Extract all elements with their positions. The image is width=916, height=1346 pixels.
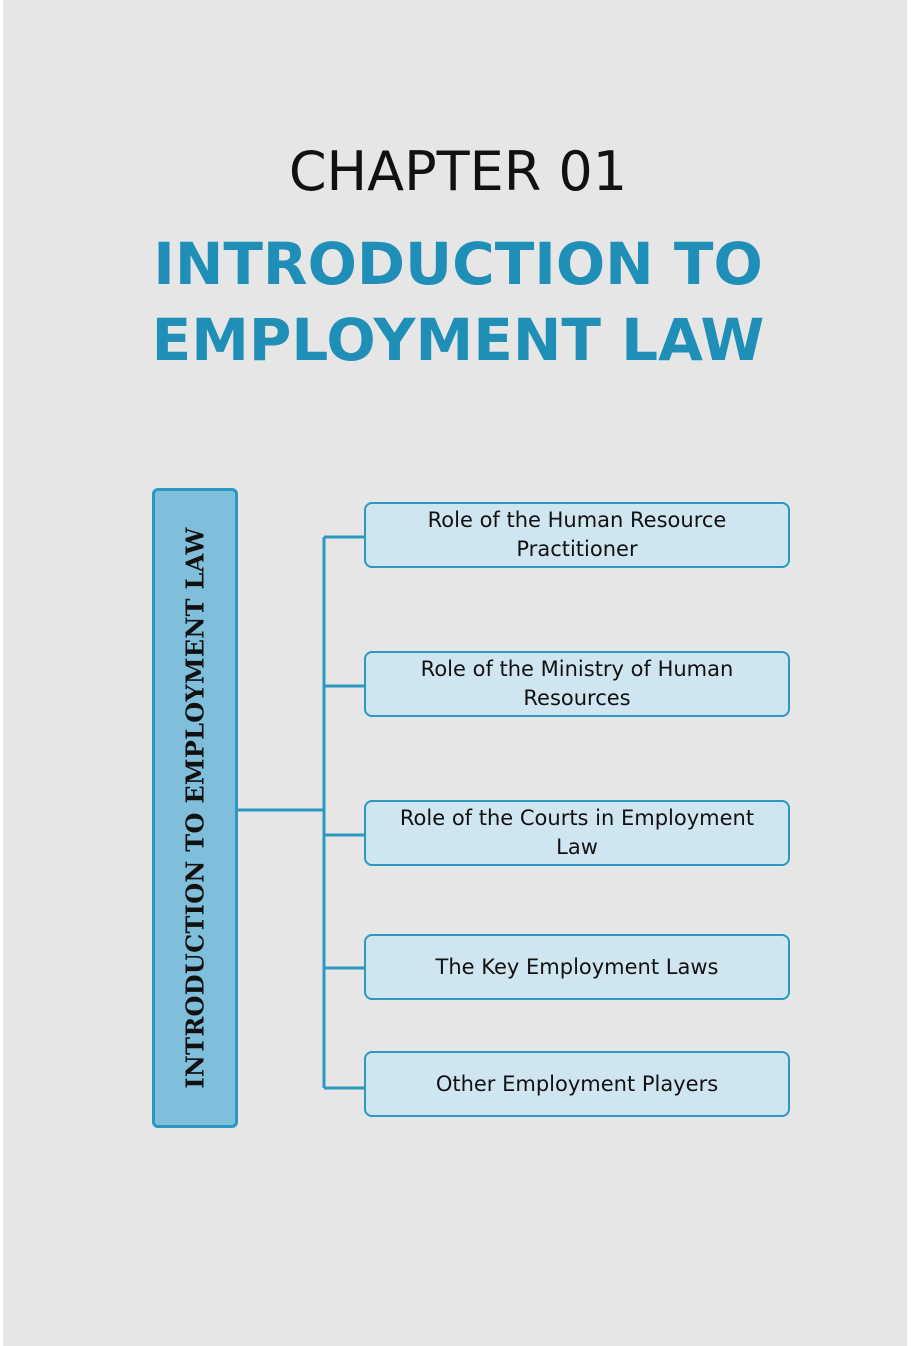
root-node-label: INTRODUCTION TO EMPLOYMENT LAW — [180, 527, 210, 1089]
node-other-players: Other Employment Players — [364, 1051, 790, 1117]
chapter-label: CHAPTER 01 — [288, 140, 628, 203]
node-courts: Role of the Courts in Employment Law — [364, 800, 790, 866]
node-ministry-hr: Role of the Ministry of Human Resources — [364, 651, 790, 717]
chapter-title-line-1: INTRODUCTION TO — [153, 230, 763, 298]
node-hr-practitioner: Role of the Human Resource Practitioner — [364, 502, 790, 568]
root-node — [152, 488, 238, 1128]
node-key-laws: The Key Employment Laws — [364, 934, 790, 1000]
chapter-title-line-2: EMPLOYMENT LAW — [151, 306, 765, 374]
